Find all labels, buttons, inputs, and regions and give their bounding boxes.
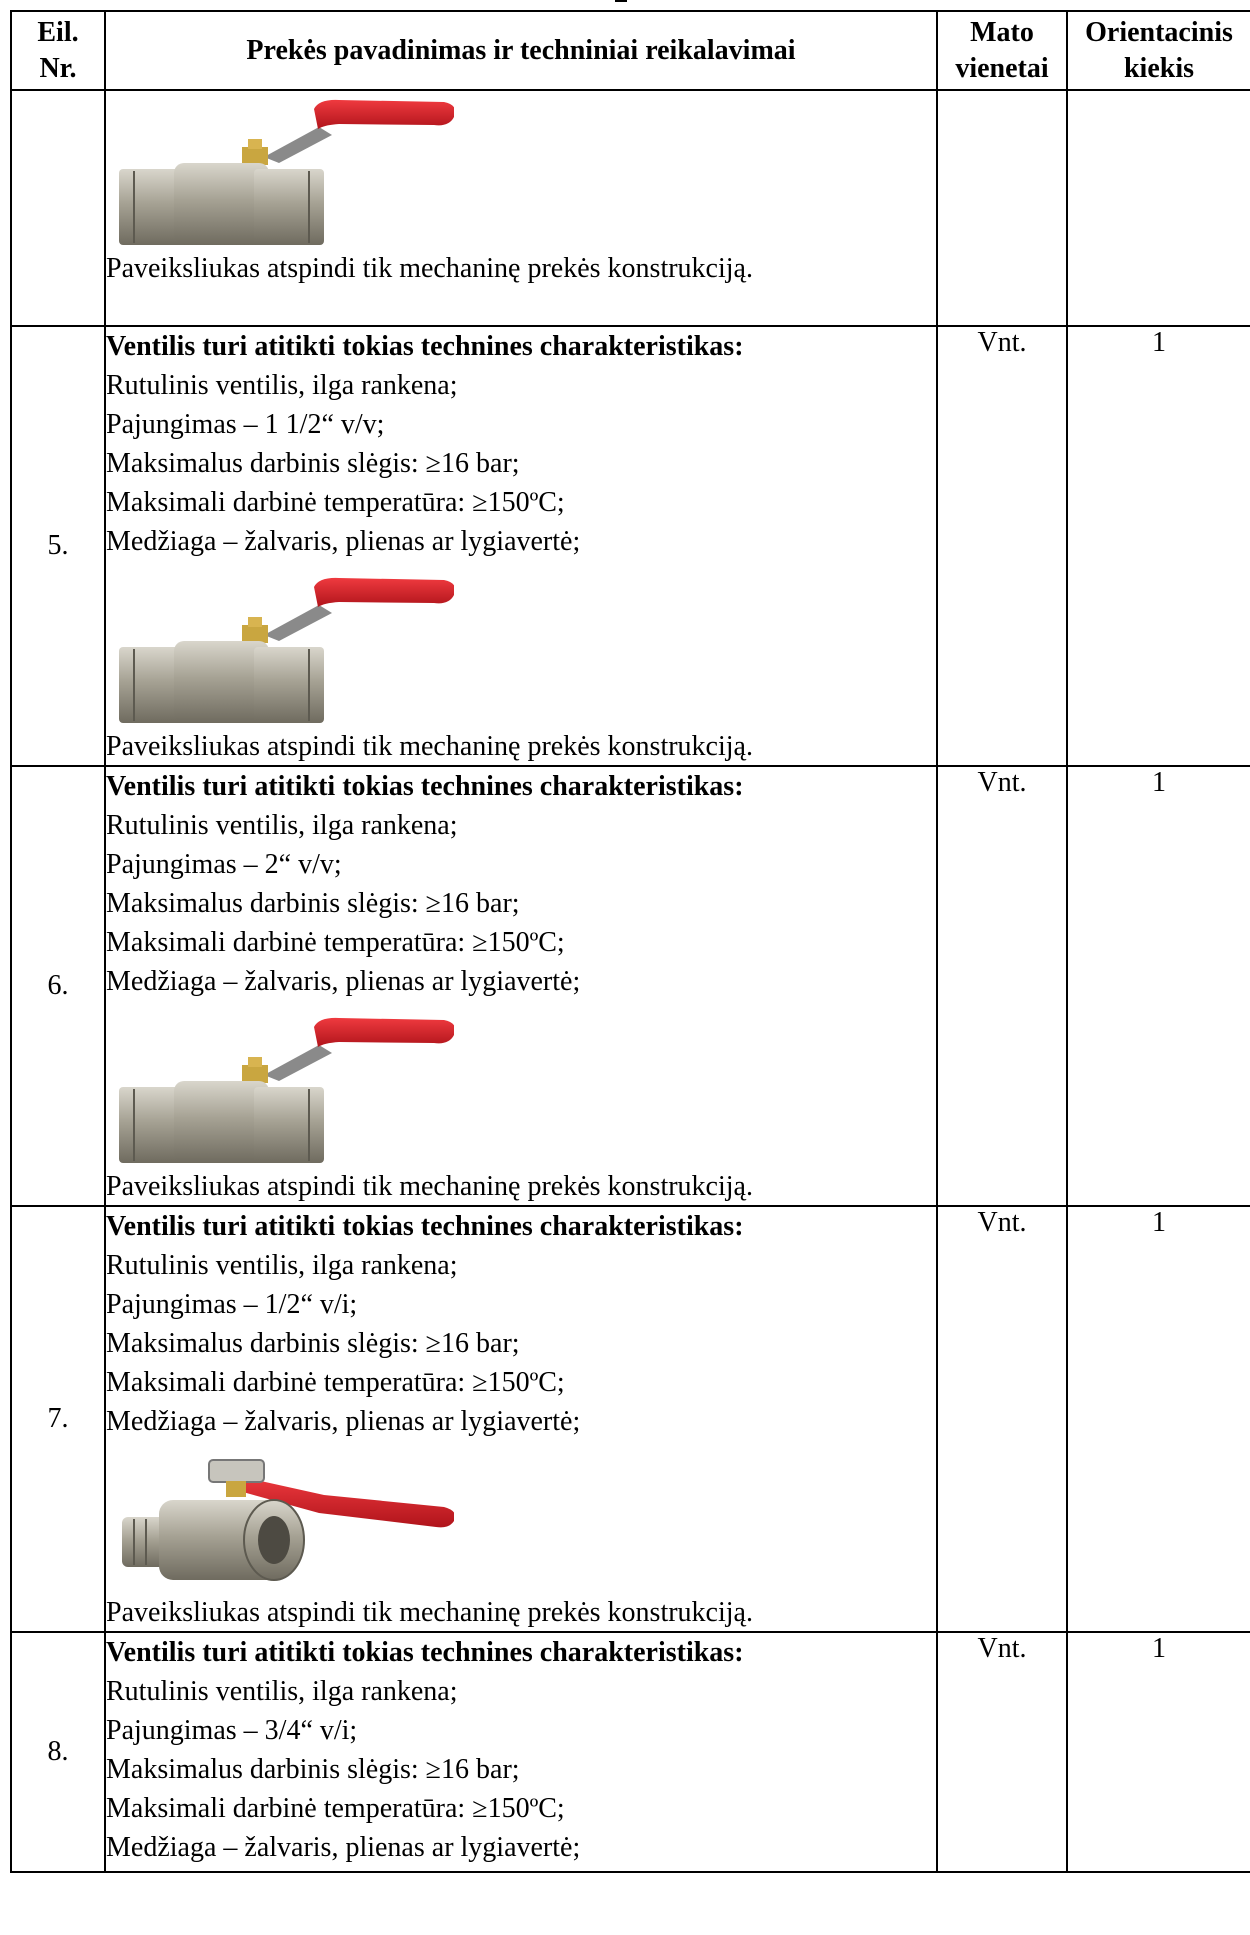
spec-line: Pajungimas – 1 1/2“ v/v; (106, 409, 385, 440)
header-name: Prekės pavadinimas ir techniniai reikalavimai (105, 11, 937, 90)
spec-line: Maksimalus darbinis slėgis: ≥16 bar; (106, 888, 520, 919)
cell-unit: Vnt. (937, 1206, 1067, 1632)
spec-line: Medžiaga – žalvaris, plienas ar lygiavertė; (106, 966, 581, 997)
cell-qty: 1 (1067, 1632, 1250, 1872)
spec-line: Rutulinis ventilis, ilga rankena; (106, 1250, 458, 1281)
cell-description (105, 1206, 937, 1632)
header-qty-line2: kiekis (1123, 52, 1195, 84)
header-unit-line1: Mato (970, 16, 1034, 48)
spec-line: Pajungimas – 1/2“ v/i; (106, 1289, 358, 1320)
spec-line: Maksimali darbinė temperatūra: ≥150ºC; (106, 487, 565, 518)
image-caption: Paveiksliukas atspindi tik mechaninę prekės konstrukciją. (106, 253, 753, 284)
spec-line: Medžiaga – žalvaris, plienas ar lygiavertė; (106, 526, 581, 557)
ball-valve-ff-icon (114, 1015, 454, 1165)
header-qty-line1: Orientacinis (1085, 16, 1233, 48)
table-header-row (11, 11, 1250, 90)
spec-line: Maksimalus darbinis slėgis: ≥16 bar; (106, 1328, 520, 1359)
spec-line: Maksimalus darbinis slėgis: ≥16 bar; (106, 448, 520, 479)
header-nr (11, 11, 105, 90)
cell-description (105, 326, 937, 766)
ball-valve-mf-icon (114, 1445, 454, 1595)
cell-description (105, 1632, 937, 1872)
spec-line: Maksimali darbinė temperatūra: ≥150ºC; (106, 927, 565, 958)
image-caption: Paveiksliukas atspindi tik mechaninę prekės konstrukciją. (106, 1597, 753, 1628)
cell-unit: Vnt. (937, 326, 1067, 766)
cell-qty: 1 (1067, 326, 1250, 766)
specification-table (10, 10, 1250, 1873)
table-row-continued (11, 90, 1250, 326)
cell-nr (11, 90, 105, 326)
cell-unit: Vnt. (937, 766, 1067, 1206)
header-qty (1067, 11, 1250, 90)
spec-line: Pajungimas – 3/4“ v/i; (106, 1715, 358, 1746)
spec-line: Medžiaga – žalvaris, plienas ar lygiavertė; (106, 1832, 581, 1863)
spec-line: Rutulinis ventilis, ilga rankena; (106, 810, 458, 841)
header-unit-line2: vienetai (955, 52, 1049, 84)
cell-nr: 7. (11, 1206, 105, 1632)
spec-title: Ventilis turi atitikti tokias technines charakteristikas: (106, 1637, 744, 1668)
spec-line: Pajungimas – 2“ v/v; (106, 849, 342, 880)
page-top-mark (615, 0, 627, 2)
cell-nr: 5. (11, 326, 105, 766)
table-row (11, 766, 1250, 1206)
table-row (11, 1206, 1250, 1632)
header-nr-line2: Nr. (39, 52, 77, 84)
image-caption: Paveiksliukas atspindi tik mechaninę prekės konstrukciją. (106, 1171, 753, 1202)
cell-qty: 1 (1067, 1206, 1250, 1632)
ball-valve-ff-icon (114, 97, 454, 247)
spec-line: Maksimalus darbinis slėgis: ≥16 bar; (106, 1754, 520, 1785)
spec-line: Rutulinis ventilis, ilga rankena; (106, 1676, 458, 1707)
header-unit (937, 11, 1067, 90)
cell-description (105, 90, 937, 326)
table-row (11, 326, 1250, 766)
spec-line: Rutulinis ventilis, ilga rankena; (106, 370, 458, 401)
spec-title: Ventilis turi atitikti tokias technines charakteristikas: (106, 771, 744, 802)
image-caption: Paveiksliukas atspindi tik mechaninę prekės konstrukciją. (106, 731, 753, 762)
cell-unit (937, 90, 1067, 326)
cell-qty (1067, 90, 1250, 326)
header-nr-line1: Eil. (37, 16, 79, 48)
ball-valve-ff-icon (114, 575, 454, 725)
spec-title: Ventilis turi atitikti tokias technines charakteristikas: (106, 331, 744, 362)
table-row (11, 1632, 1250, 1872)
spec-line: Maksimali darbinė temperatūra: ≥150ºC; (106, 1367, 565, 1398)
cell-qty: 1 (1067, 766, 1250, 1206)
spec-line: Medžiaga – žalvaris, plienas ar lygiavertė; (106, 1406, 581, 1437)
spec-title: Ventilis turi atitikti tokias technines charakteristikas: (106, 1211, 744, 1242)
cell-nr: 6. (11, 766, 105, 1206)
cell-description (105, 766, 937, 1206)
spec-line: Maksimali darbinė temperatūra: ≥150ºC; (106, 1793, 565, 1824)
cell-nr: 8. (11, 1632, 105, 1872)
cell-unit: Vnt. (937, 1632, 1067, 1872)
